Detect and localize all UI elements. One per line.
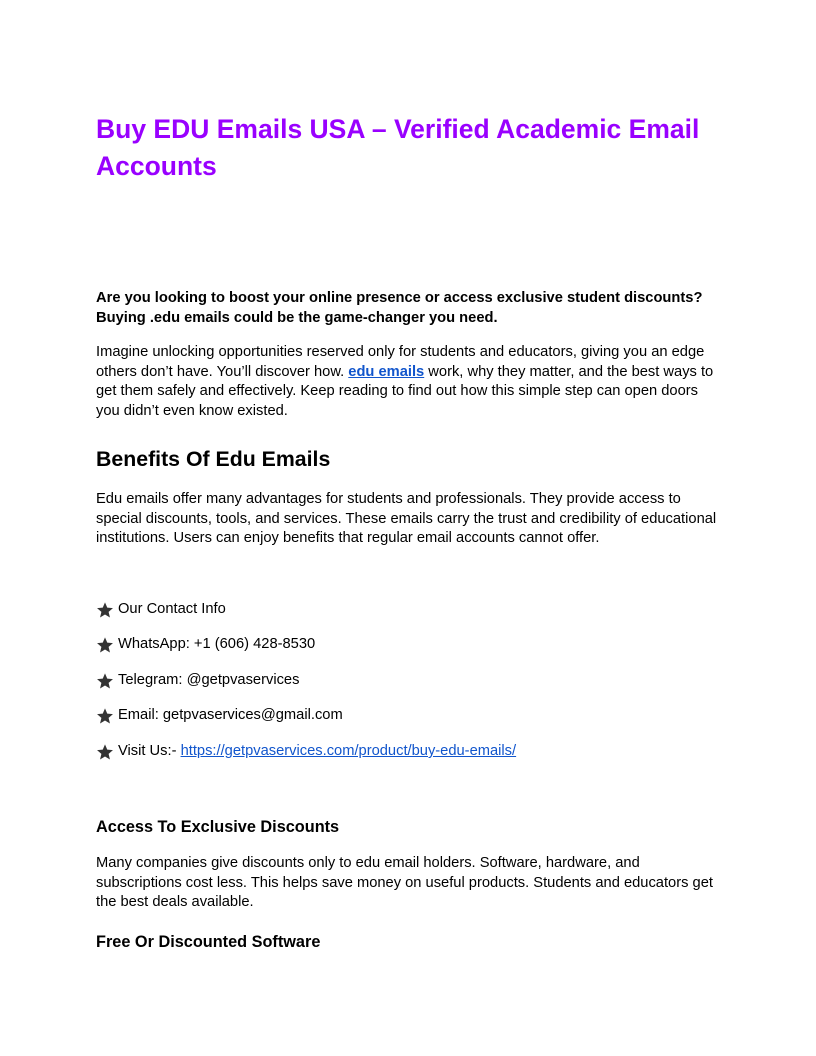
telegram-text: Telegram: @getpvaservices [118, 672, 300, 688]
discounts-heading: Access To Exclusive Discounts [96, 818, 340, 836]
benefits-paragraph: Edu emails offer many advantages for students and professionals. They provide access to special discounts, tools, and services. These emails carry the trust and credibility of educational institutions. Users can enjoy benefits that regular email accounts cannot offer. [96, 491, 717, 546]
contact-whatsapp [96, 635, 720, 655]
star-icon [96, 636, 114, 654]
whatsapp-text: WhatsApp: +1 (606) 428-8530 [118, 636, 316, 652]
intro-paragraph [96, 343, 720, 421]
benefits-heading: Benefits Of Edu Emails [96, 447, 331, 471]
visit-url-link[interactable]: https://getpvaservices.com/product/buy-edu-emails/ [180, 743, 517, 759]
star-icon [96, 743, 114, 761]
intro-text-before: Imagine unlocking opportunities reserved only for students and educators, giving you an edge others don’t have. You’ll discover how. [96, 344, 705, 380]
intro-text-after: work, why they matter, and the best ways to get them safely and effectively. Keep reading to find out how this simple step can open doors you didn’t even know existed. [96, 363, 714, 419]
discounts-paragraph: Many companies give discounts only to edu email holders. Software, hardware, and subscriptions cost less. This helps save money on useful products. Students and educators get the best deals available. [96, 855, 713, 910]
contact-email [96, 706, 720, 726]
contact-header-label: Our Contact Info [118, 601, 226, 617]
email-text: Email: getpvaservices@gmail.com [118, 707, 343, 723]
page-title: Buy EDU Emails USA – Verified Academic Email Accounts [96, 114, 700, 181]
lead-paragraph: Are you looking to boost your online presence or access exclusive student discounts? Buying .edu emails could be the game-changer you need. [96, 290, 703, 326]
star-icon [96, 707, 114, 725]
contact-visit [96, 742, 720, 762]
edu-emails-link[interactable]: edu emails [348, 363, 425, 380]
star-icon [96, 672, 114, 690]
software-heading: Free Or Discounted Software [96, 933, 321, 951]
star-icon [96, 601, 114, 619]
contact-header [96, 600, 720, 620]
visit-label: Visit Us:- [118, 743, 181, 759]
contact-telegram [96, 671, 720, 691]
